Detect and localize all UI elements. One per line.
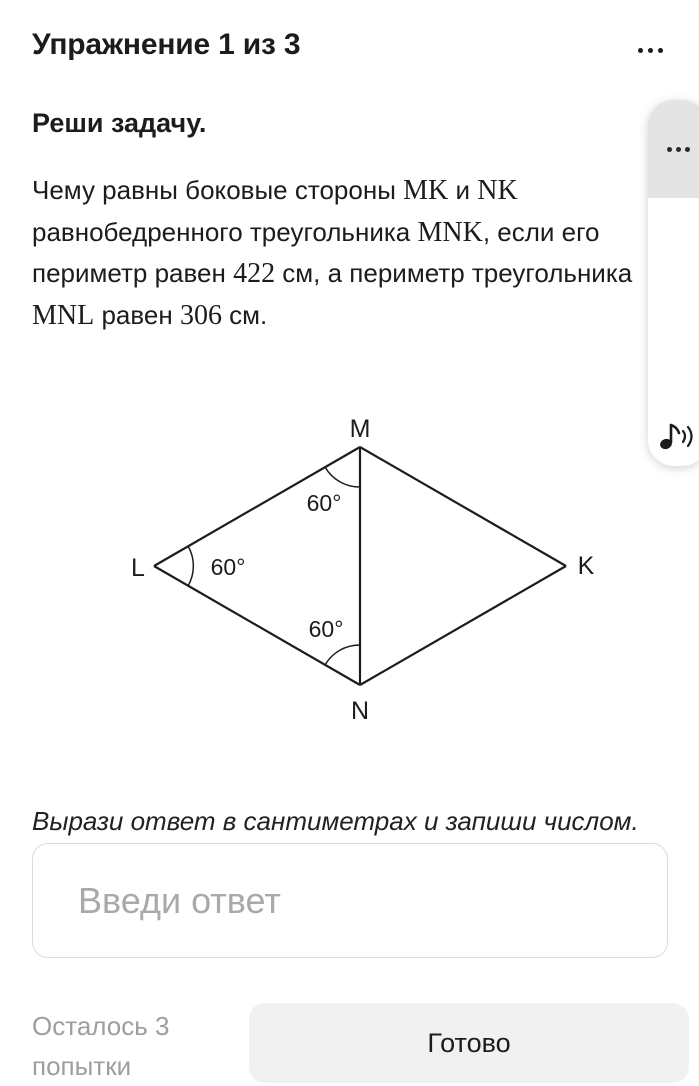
problem-text: равнобедренного треугольника xyxy=(32,216,418,247)
angle-arc-m xyxy=(325,467,360,487)
math-segment-nk: NK xyxy=(477,175,518,206)
answer-input[interactable] xyxy=(32,843,668,958)
problem-text: , если его периметр равен xyxy=(32,216,600,288)
side-menu-button[interactable] xyxy=(648,100,699,198)
side-toolbar xyxy=(648,100,699,466)
math-triangle-mnl: MNL xyxy=(32,299,95,331)
math-perimeter-mnk: 422 xyxy=(233,258,276,289)
more-horizontal-icon xyxy=(667,147,690,152)
angle-label-l: 60° xyxy=(210,554,246,580)
answer-instruction: Вырази ответ в сантиметрах и запиши числом. xyxy=(32,806,639,836)
segment-kn xyxy=(360,566,566,685)
math-triangle-mnk: MNK xyxy=(417,216,483,248)
speaker-music-icon xyxy=(656,418,699,458)
problem-text: Чему равны боковые стороны xyxy=(32,175,404,205)
more-horizontal-icon xyxy=(638,48,663,53)
angle-arc-n xyxy=(325,645,360,665)
problem-text: см. xyxy=(221,299,268,330)
segment-mk xyxy=(360,447,566,566)
audio-button[interactable] xyxy=(656,418,699,458)
task-heading: Реши задачу. xyxy=(32,108,207,138)
math-segment-mk: MK xyxy=(403,175,449,206)
attempts-remaining: Осталось 3 попытки xyxy=(32,1011,170,1081)
angle-arc-l xyxy=(188,546,193,586)
more-options-button[interactable] xyxy=(622,28,678,72)
vertex-label-l: L xyxy=(131,554,145,582)
vertex-label-k: K xyxy=(577,552,595,580)
problem-text: см, а периметр треугольника xyxy=(275,258,633,288)
problem-statement xyxy=(32,170,652,336)
problem-text: равен xyxy=(94,299,180,330)
vertex-label-m: M xyxy=(349,415,371,443)
done-button[interactable]: Готово xyxy=(249,1003,689,1083)
page-title: Упражнение 1 из 3 xyxy=(32,28,301,61)
angle-label-n: 60° xyxy=(308,616,344,642)
math-perimeter-mnl: 306 xyxy=(179,299,222,331)
geometry-diagram xyxy=(110,400,610,730)
angle-label-m: 60° xyxy=(306,490,342,516)
vertex-label-n: N xyxy=(350,697,370,725)
problem-text: и xyxy=(448,175,478,205)
